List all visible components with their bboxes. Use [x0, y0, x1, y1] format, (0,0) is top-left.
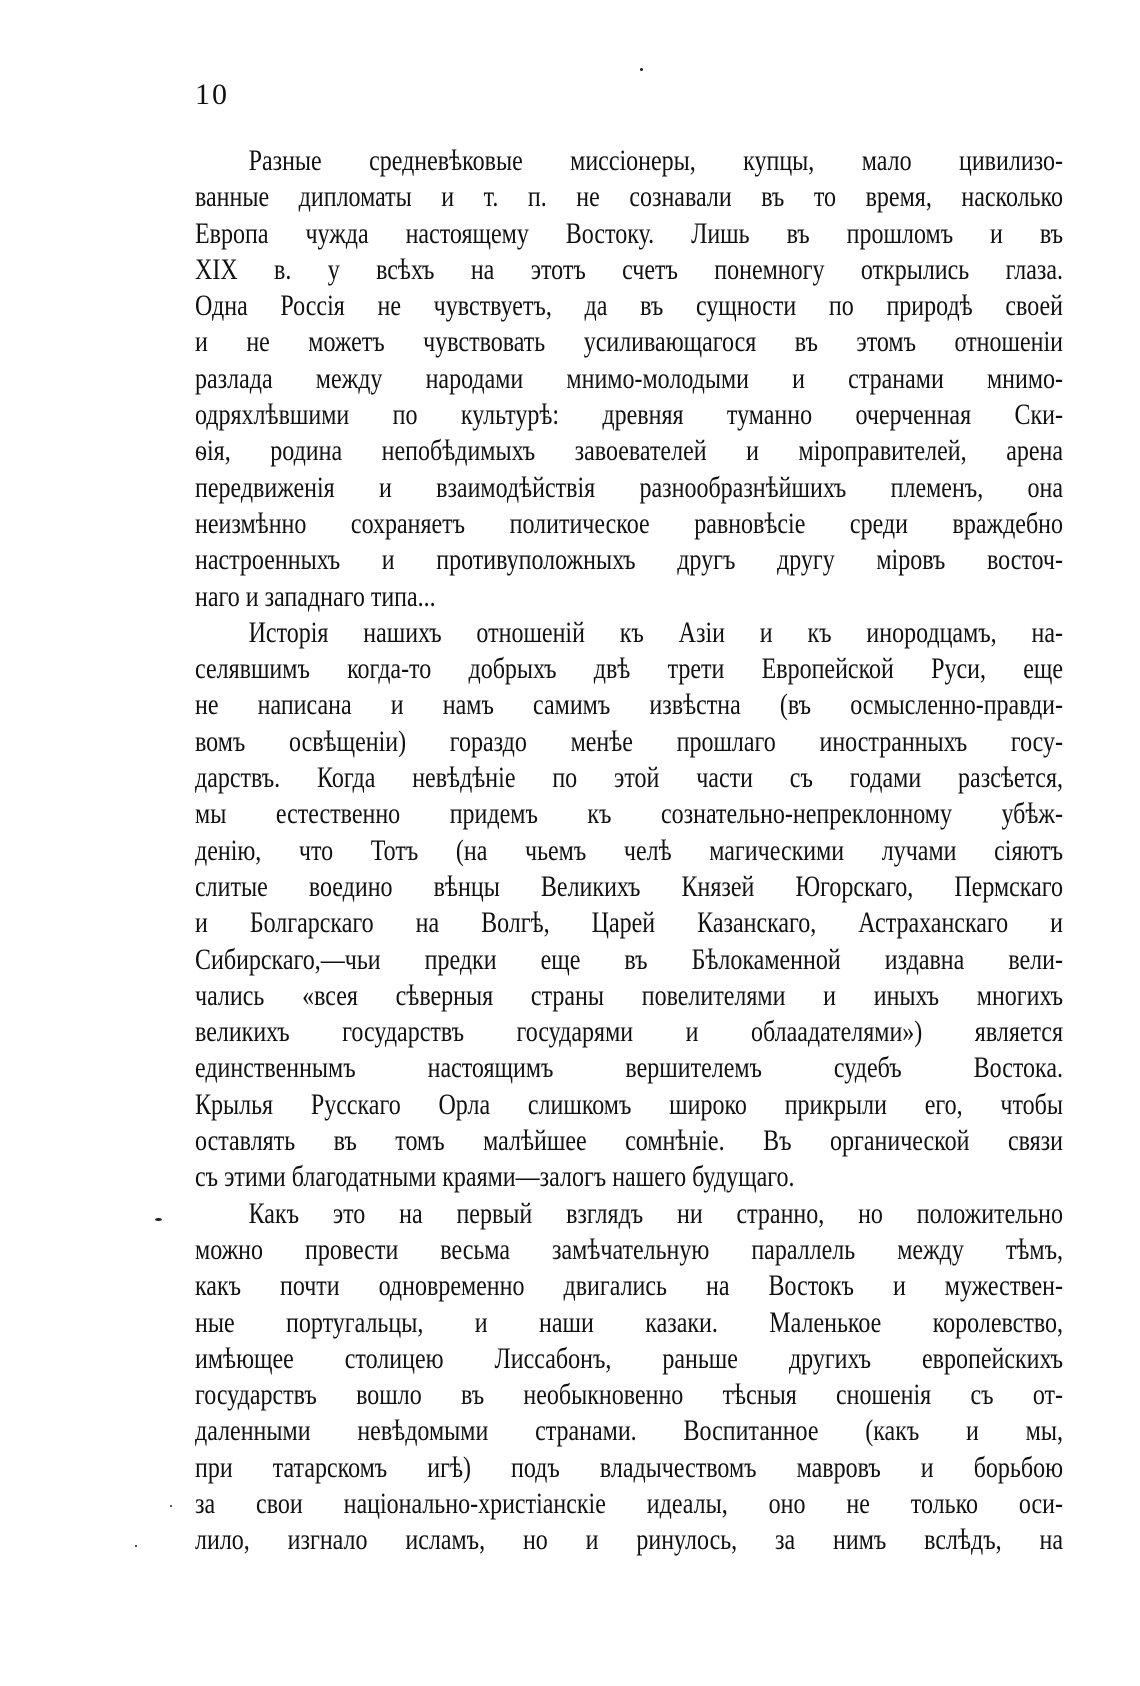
text-line: ванные дипломаты и т. п. не сознавали въ то время, насколько	[195, 180, 1063, 214]
text-line: Сибирскаго,—чьи предки еще въ Бѣлокаменной издавна вели-	[195, 942, 1063, 976]
text-line: неизмѣнно сохраняетъ политическое равновѣсіе среди враждебно	[195, 506, 1063, 540]
text-line: можно провести весьма замѣчательную параллель между тѣмъ,	[195, 1232, 1063, 1266]
text-line: лило, изгнало исламъ, но и ринулось, за нимъ вслѣдъ, на	[195, 1523, 1063, 1557]
text-line: мы естественно придемъ къ сознательно-непреклонному убѣж-	[195, 797, 1063, 831]
text-line: имѣющее столицею Лиссабонъ, раньше другихъ европейскихъ	[195, 1341, 1063, 1375]
text-line: какъ почти одновременно двигались на Востокъ и мужествен-	[195, 1269, 1063, 1303]
text-line: государствъ вошло въ необыкновенно тѣсныя сношенія съ от-	[195, 1378, 1063, 1412]
text-line: вомъ освѣщеніи) гораздо менѣе прошлаго иностранныхъ госу-	[195, 724, 1063, 758]
text-line: оставлять въ томъ малѣйшее сомнѣніе. Въ органической связи	[195, 1124, 1063, 1158]
text-line: настроенныхъ и противуположныхъ другъ другу міровъ восточ-	[195, 543, 1063, 577]
text-line: селявшимъ когда-то добрыхъ двѣ трети Европейской Руси, еще	[195, 652, 1063, 686]
text-line: съ этими благодатными краями—залогъ нашего будущаго.	[195, 1160, 795, 1194]
text-line: не написана и намъ самимъ извѣстна (въ осмысленно-правди-	[195, 688, 1063, 722]
text-line: одряхлѣвшими по культурѣ: древняя туманно очерченная Ски-	[195, 398, 1063, 432]
text-line: Европа чужда настоящему Востоку. Лишь въ прошломъ и въ	[195, 216, 1063, 250]
text-line: дарствъ. Когда невѣдѣніе по этой части съ годами разсѣется,	[195, 761, 1063, 795]
text-line: и не можетъ чувствовать усиливающагося въ этомъ отношеніи	[195, 325, 1063, 359]
text-line: передвиженія и взаимодѣйствія разнообразнѣйшихъ племенъ, она	[195, 470, 1063, 504]
text-line: денію, что Тотъ (на чьемъ челѣ магическими лучами сіяютъ	[195, 833, 1063, 867]
text-line: единственнымъ настоящимъ вершителемъ судебъ Востока.	[195, 1051, 1063, 1085]
text-line: при татарскомъ игѣ) подъ владычествомъ мавровъ и борьбою	[195, 1450, 1063, 1484]
scan-speck	[640, 68, 643, 71]
text-line: Какъ это на первый взглядъ ни странно, но положительно	[248, 1196, 1064, 1230]
page-body	[195, 143, 1063, 1559]
text-line: Разные средневѣковые миссіонеры, купцы, мало цивилизо-	[248, 144, 1064, 177]
text-line: разлада между народами мнимо-молодыми и странами мнимо-	[195, 361, 1063, 395]
text-line: наго и западнаго типа...	[195, 579, 436, 613]
text-line: Крылья Русскаго Орла слишкомъ широко прикрыли его, чтобы	[195, 1087, 1063, 1121]
text-line: Одна Россія не чувствуетъ, да въ сущности по природѣ своей	[195, 289, 1063, 323]
scan-speck	[155, 1218, 162, 1221]
text-line: ные португальцы, и наши казаки. Маленькое королевство,	[195, 1305, 1063, 1339]
text-line: слитые воедино вѣнцы Великихъ Князей Югорскаго, Пермскаго	[195, 869, 1063, 903]
text-line: даленными невѣдомыми странами. Воспитанное (какъ и мы,	[195, 1414, 1063, 1448]
text-line: Исторія нашихъ отношеній къ Азіи и къ инородцамъ, на-	[248, 615, 1064, 649]
text-line: великихъ государствъ государями и облаадателями») является	[195, 1015, 1063, 1049]
text-line: чались «всея сѣверныя страны повелителями и иныхъ многихъ	[195, 978, 1063, 1012]
text-line: XIX в. у всѣхъ на этотъ счетъ понемногу открылись глаза.	[195, 252, 1063, 286]
page-number: 10	[195, 78, 229, 111]
text-line: за свои національно-христіанскіе идеалы, оно не только оси-	[195, 1486, 1063, 1520]
text-line: ѳія, родина непобѣдимыхъ завоевателей и міроправителей, арена	[195, 434, 1063, 468]
scan-speck	[135, 1545, 137, 1547]
scan-speck	[170, 1505, 172, 1507]
text-line: и Болгарскаго на Волгѣ, Царей Казанскаго, Астраханскаго и	[195, 906, 1063, 940]
